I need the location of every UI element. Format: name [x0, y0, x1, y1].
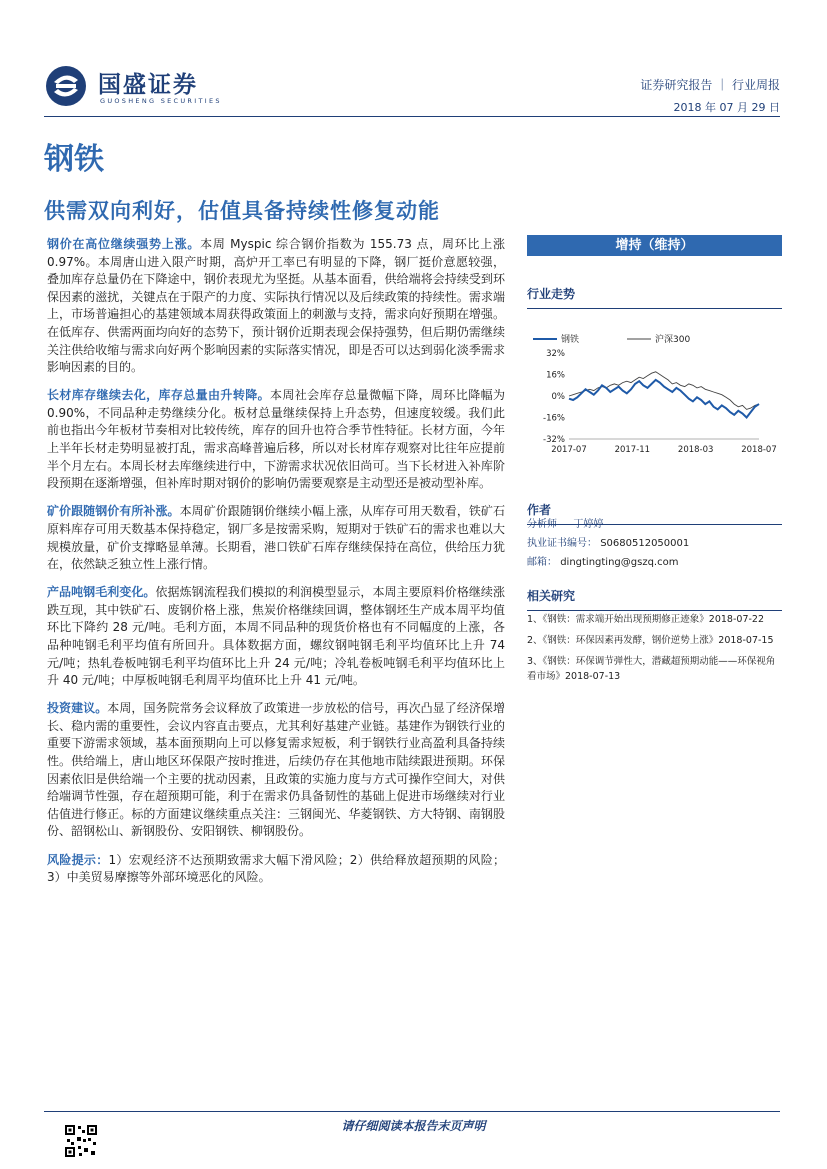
cert-label: 执业证书编号： — [527, 538, 597, 549]
footer-divider — [44, 1111, 780, 1112]
sector-title: 钢铁 — [44, 142, 104, 177]
y-tick-label: 16% — [546, 370, 565, 381]
authors-heading: 作者 — [527, 501, 782, 525]
y-tick-label: -32% — [543, 435, 565, 445]
analyst-name: 丁婷婷 — [573, 519, 604, 530]
x-tick-label: 2017-11 — [614, 445, 651, 455]
related-item[interactable]: 1、《钢铁：需求端开始出现预期修正迹象》2018-07-22 — [527, 614, 765, 625]
y-tick-label: 32% — [546, 349, 565, 359]
series-line-steel — [569, 380, 759, 418]
paragraph-text: 本周矿价跟随钢价继续小幅上涨，从库存可用天数看，铁矿石原料库存可用天数基本保持稳定，钢厂多是按需采购，短期对于铁矿石的需求也难以大规模放量，矿价支撑略显单薄。长期看，港口铁矿石库存继续保持在高位，供给压力犹在，依然缺乏独立性上涨行情。 — [47, 504, 505, 572]
paragraph-lead: 长材库存继续去化，库存总量由升转降。 — [47, 388, 270, 403]
email-link[interactable]: dingtingting@gszq.com — [560, 557, 679, 568]
x-tick-label: 2018-03 — [677, 445, 714, 455]
paragraph-lead: 投资建议。 — [47, 701, 108, 716]
x-tick-label: 2018-07 — [741, 445, 777, 455]
y-tick-label: -16% — [543, 413, 565, 424]
paragraph-investment — [47, 700, 505, 841]
paragraph-lead: 钢价在高位继续强势上涨。 — [47, 237, 201, 251]
y-axis — [543, 349, 759, 445]
paragraph-steel-price — [47, 236, 505, 377]
legend-label-steel: 钢铁 — [561, 335, 580, 345]
trend-heading: 行业走势 — [527, 285, 782, 309]
report-type: 证券研究报告 ｜ 行业周报 — [640, 78, 780, 92]
paragraph-text: 本周社会库存总量微幅下降，周环比降幅为 0.90%，不同品种走势继续分化。板材总量继续保持上升态势，但速度较缓。我们此前也指出今年板材节奏相对比较传统，库存的回升也符合季节性特征。长材方面，今年上半年长材走势明显被打乱，需求高峰普遍后移，所以对长材库存观察对比往年应提前半个月左右。本周长材去库继续进行中，下游需求状况依旧尚可。当下长材进入补库阶段预期在逐渐增强，但补库时期对钢价的影响仍需要观察是主动型还是被动型补库。 — [47, 388, 505, 491]
analyst-row — [527, 515, 782, 530]
related-research-list — [527, 612, 782, 690]
paragraph-lead: 风险提示： — [47, 852, 109, 867]
paragraph-ore — [47, 503, 505, 573]
x-axis — [551, 445, 777, 455]
logo-mark-icon — [44, 64, 88, 108]
legend-label-hs300: 沪深300 — [655, 335, 691, 345]
paragraph-text: 本周 Myspic 综合钢价指数为 155.73 点，周环比上涨 0.97%。本周唐山进入限产时期，高炉开工率已有明显的下降，钢厂挺价意愿较强，叠加库存总量仍在下降途中，钢价表现尤为坚挺。从基本面看，供给端将会持续受到环保因素的滋扰，关键点在于限产的力度、实际执行情况以及后续政策的持续性。需求端上，市场普遍担心的基建领域本周获得政策面上的刺激与支持，需求向好预期在增强。在低库存、供需两面均向好的态势下，预计钢价近期表现会保持强势，但后期仍需继续关注供给收缩与需求向好两个影响因素的实际落实情况，即是否可以达到弱化淡季需求影响因素的目的。 — [47, 237, 505, 375]
email-row — [527, 553, 782, 568]
paragraph-risk — [47, 852, 505, 887]
logo-subtitle: GUOSHENG SECURITIES — [100, 97, 222, 105]
paragraph-margin — [47, 584, 505, 690]
paragraph-text: 1）宏观经济不达预期致需求大幅下滑风险；2）供给释放超预期的风险；3）中美贸易摩擦等外部环境恶化的风险。 — [47, 852, 505, 885]
cert-number: S0680512050001 — [600, 538, 690, 549]
company-logo — [44, 64, 234, 108]
logo-name: 国盛证券 — [98, 72, 198, 98]
paragraph-text: 本周，国务院常务会议释放了政策进一步放松的信号，再次凸显了经济保增长、稳内需的重要性，会议内容直击要点，尤其利好基建产业链。基建作为钢铁行业的重要下游需求领域，基本面预期向上可以修复需求短板，利于钢铁行业高盈利具备持续性。供给端上，唐山地区环保限产按时推进，后续仍存在其他地市陆续跟进预期。环保因素依旧是供给端一个主要的扰动因素，且政策的实施力度与方式可操作空间大，对供给端调节性强，存在超预期可能，利于在需求仍具备韧性的基础上促进市场继续对行业估值进行修正。标的方面建议继续重点关注：三钢闽光、华菱钢铁、方大特钢、南钢股份、韶钢松山、新钢股份、安阳钢铁、柳钢股份。 — [47, 701, 505, 839]
report-date: 2018 年 07 月 29 日 — [673, 101, 780, 114]
related-item[interactable]: 2、《钢铁：环保因素再发酵，钢价逆势上涨》2018-07-15 — [527, 635, 774, 646]
paragraph-lead: 产品吨钢毛利变化。 — [47, 585, 156, 600]
qr-code-icon — [64, 1124, 98, 1158]
authors-block — [527, 515, 782, 572]
email-label: 邮箱： — [527, 557, 557, 568]
x-tick-label: 2017-07 — [551, 445, 587, 455]
chart-series — [569, 372, 759, 418]
industry-trend-chart — [527, 331, 782, 466]
footer-disclaimer: 请仔细阅读本报告末页声明 — [341, 1119, 486, 1133]
sidebar — [527, 235, 782, 682]
paragraph-lead: 矿价跟随钢价有所补涨。 — [47, 504, 180, 519]
related-item[interactable]: 3、《钢铁：环保调节弹性大，潜藏超预期动能——环保视角看市场》2018-07-13 — [527, 656, 776, 682]
paragraph-inventory — [47, 387, 505, 493]
header-divider — [44, 116, 780, 117]
rating-badge: 增持（维持） — [527, 235, 782, 256]
paragraph-text: 依据炼钢流程我们模拟的利润模型显示，本周主要原料价格继续涨跌互现，其中铁矿石、废钢价格上涨，焦炭价格继续回调，整体钢坯生产成本周平均值环比下降约 28 元/吨。毛利方面，本周不同品种的现货价格也有不同幅度的上涨，各品种吨钢毛利平均值有所回升。具体数据方面，螺纹钢吨钢毛利平均值环比上升 74 元/吨；热轧卷板吨钢毛利平均值环比上升 24 元/吨；冷轧卷板吨钢毛利平均值环比上升 40 元/吨；中厚板吨钢毛利周平均值环比上升 41 元/吨。 — [47, 585, 505, 688]
related-heading: 相关研究 — [527, 587, 782, 611]
cert-row — [527, 534, 782, 549]
y-tick-label: 0% — [551, 392, 565, 402]
analyst-label: 分析师 — [527, 519, 557, 530]
report-headline: 供需双向利好，估值具备持续性修复动能 — [44, 199, 440, 223]
main-body — [47, 236, 505, 897]
